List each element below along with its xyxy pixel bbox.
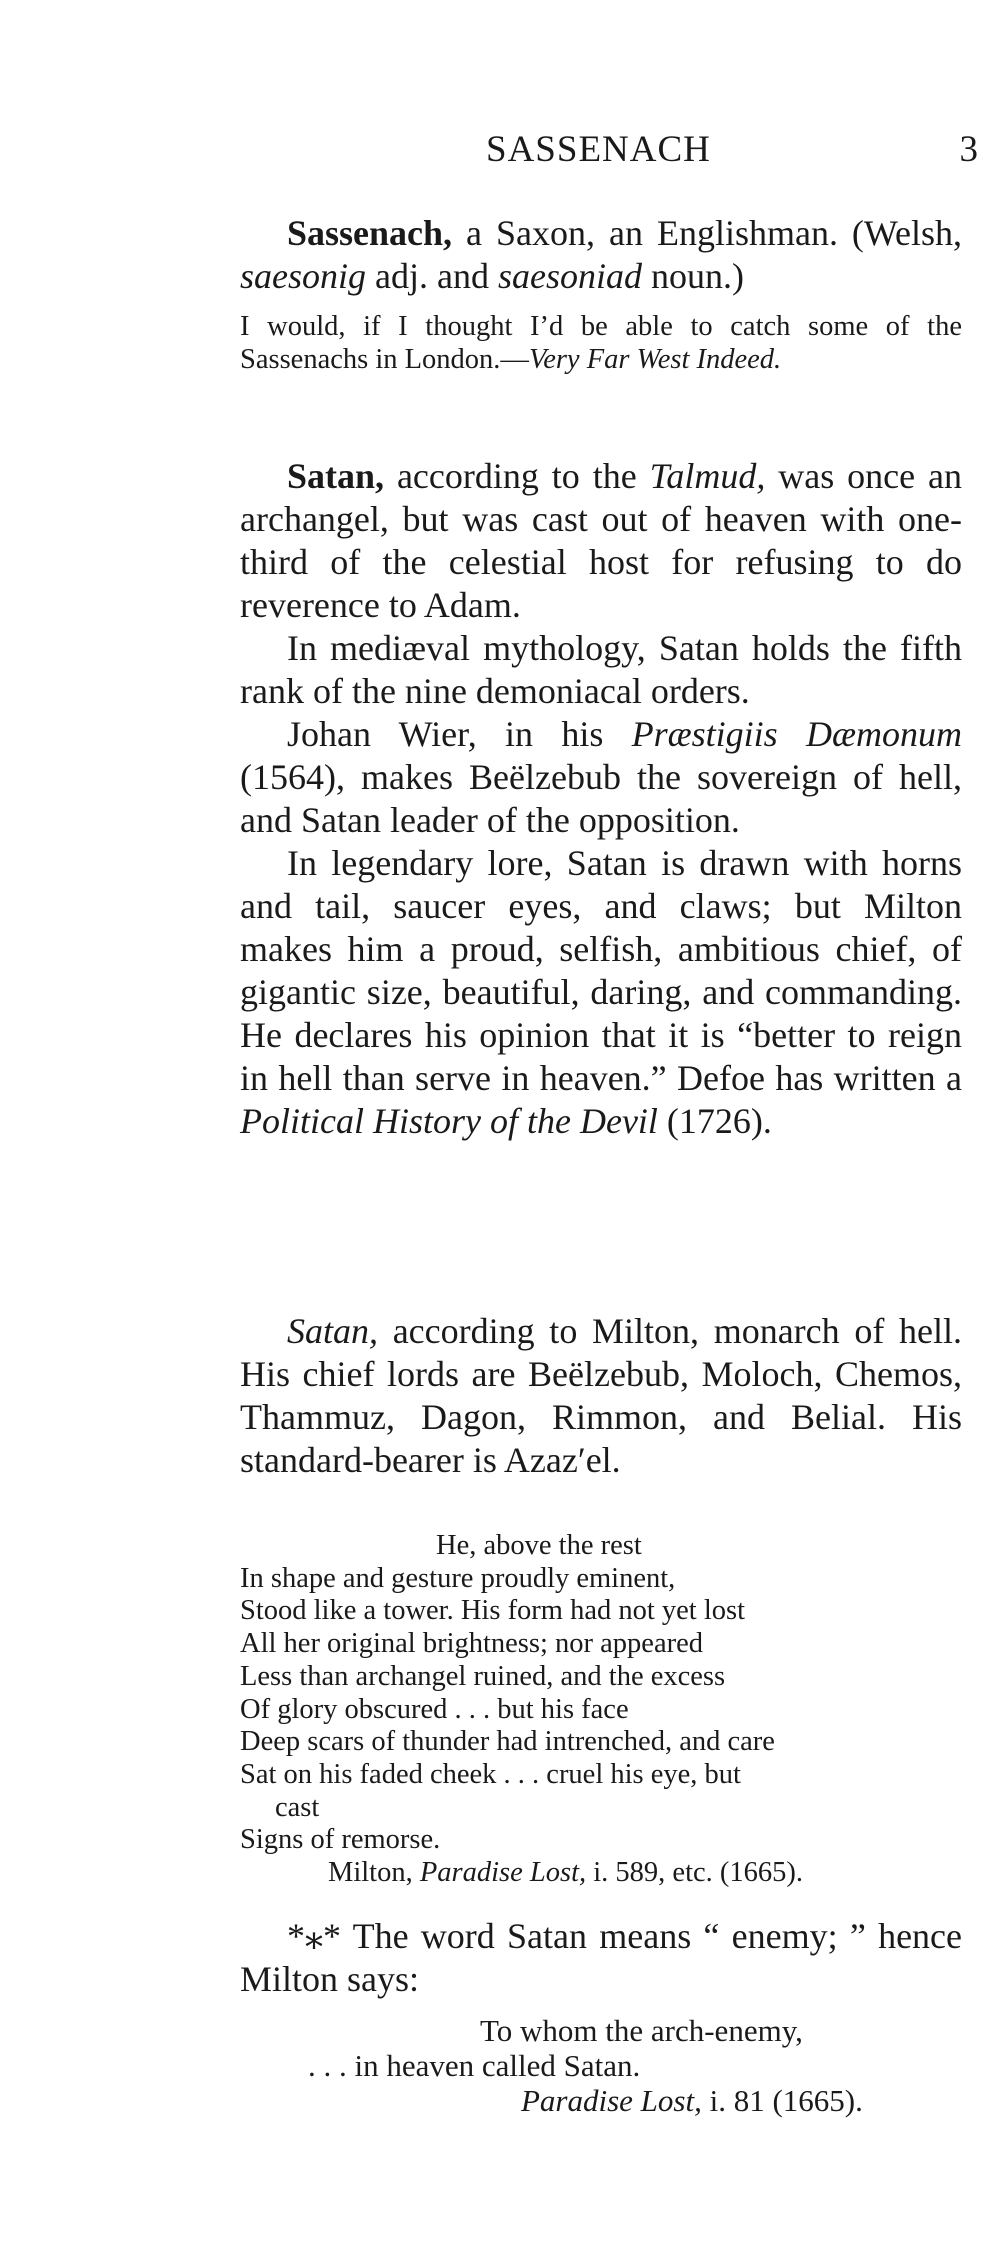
satan-paragraph-4 — [240, 842, 962, 1143]
verse-line: Signs of remorse. — [240, 1824, 441, 1856]
satan-paragraph-2: In mediæval mythology, Satan holds the fifth rank of the nine demoniacal orders. — [240, 628, 962, 711]
quote-arch-enemy — [240, 2013, 980, 2118]
note-satan-meaning — [240, 1915, 962, 2001]
paragraph-text: according to the — [384, 456, 650, 496]
definition-text: noun.) — [641, 256, 744, 296]
satan-paragraph-3 — [240, 713, 962, 842]
satan-paragraph-1 — [240, 455, 962, 627]
paragraph-text: Johan Wier, in his — [287, 714, 632, 754]
headword-satan: Satan, — [287, 456, 385, 496]
verse-line: Sat on his faded cheek . . . cruel his eye, but — [240, 1758, 741, 1790]
citation-title: Paradise Lost, — [419, 1857, 587, 1889]
paragraph-text: In legendary lore, Satan is drawn with horns and tail, saucer eyes, and claws; but Milton makes him a proud, selfish, ambitious chief, of gigantic size, beautiful, daring, and commanding. He declares his opinion that it is “better to reign in hell than serve in heaven.” Defoe has written a — [240, 843, 962, 1098]
verse-line: In shape and gesture proudly eminent, — [240, 1562, 676, 1594]
verse-line: He, above the rest — [436, 1530, 642, 1561]
definition-text: adj. and — [366, 256, 498, 296]
verse-line: Stood like a tower. His form had not yet lost — [240, 1595, 746, 1627]
note-text: The word Satan means “ enemy; ” hence Milton says: — [240, 1916, 962, 1999]
verse-line: Of glory obscured . . . but his face — [240, 1693, 629, 1725]
quote-sassenach — [240, 310, 962, 376]
verse-line: All her original brightness; nor appeared — [240, 1628, 703, 1660]
verse-line: Less than archangel ruined, and the excess — [240, 1660, 726, 1692]
verse-line: cast — [275, 1791, 320, 1823]
citation-author: Milton, — [328, 1857, 420, 1889]
citation-reference: i. 81 (1665). — [701, 2083, 863, 2118]
verse-line: Deep scars of thunder had intrenched, and care — [240, 1726, 775, 1758]
quote-citation — [240, 2083, 980, 2118]
quote-line: To whom the arch-enemy, — [480, 2013, 803, 2048]
verse-citation — [240, 1857, 980, 1890]
headword-sassenach: Sassenach, — [287, 213, 453, 253]
wier-title: Præstigiis Dæmonum — [631, 714, 963, 754]
running-head: SASSENACH — [486, 129, 711, 170]
page-header — [238, 128, 978, 184]
quote-text: I would, if I thought I’d be able to catch some of the Sassenachs in London.— — [240, 311, 962, 375]
paragraph-text: (1564), makes Beëlzebub the sovereign of hell, and Satan leader of the opposition. — [240, 757, 962, 840]
paragraph-text: (1726). — [657, 1101, 772, 1141]
welsh-adjective: saesonig — [240, 256, 366, 296]
citation-title: Paradise Lost, — [521, 2083, 702, 2118]
welsh-noun: saesoniad — [497, 256, 642, 296]
page-number: 3 — [959, 129, 978, 170]
citation-reference: i. 589, etc. (1665). — [586, 1857, 804, 1889]
quote-line: . . . in heaven called Satan. — [308, 2048, 641, 2083]
asterism-icon: *⁎* — [287, 1916, 341, 1956]
paragraph-text: according to Milton, monarch of hell. His chief lords are Beëlzebub, Moloch, Chemos, Thammuz, Dagon, Rimmon, and Belial. His standard-bearer is Azaz′el. — [240, 1311, 962, 1480]
talmud-title: Talmud, — [649, 456, 766, 496]
entry-satan — [240, 455, 962, 1143]
entry-sassenach — [240, 212, 962, 298]
paragraph-text: was once an archangel, but was cast out of heaven with one-third of the celestial host for refusing to do reverence to Adam. — [240, 456, 962, 625]
defoe-title: Political History of the Devil — [240, 1101, 658, 1141]
lead-word: Satan, — [287, 1311, 379, 1351]
definition-text: a Saxon, an Englishman. (Welsh, — [452, 213, 962, 253]
verse-paradise-lost — [240, 1530, 980, 1890]
entry-satan-milton — [240, 1310, 962, 1482]
quote-source: Very Far West Indeed. — [528, 344, 782, 375]
